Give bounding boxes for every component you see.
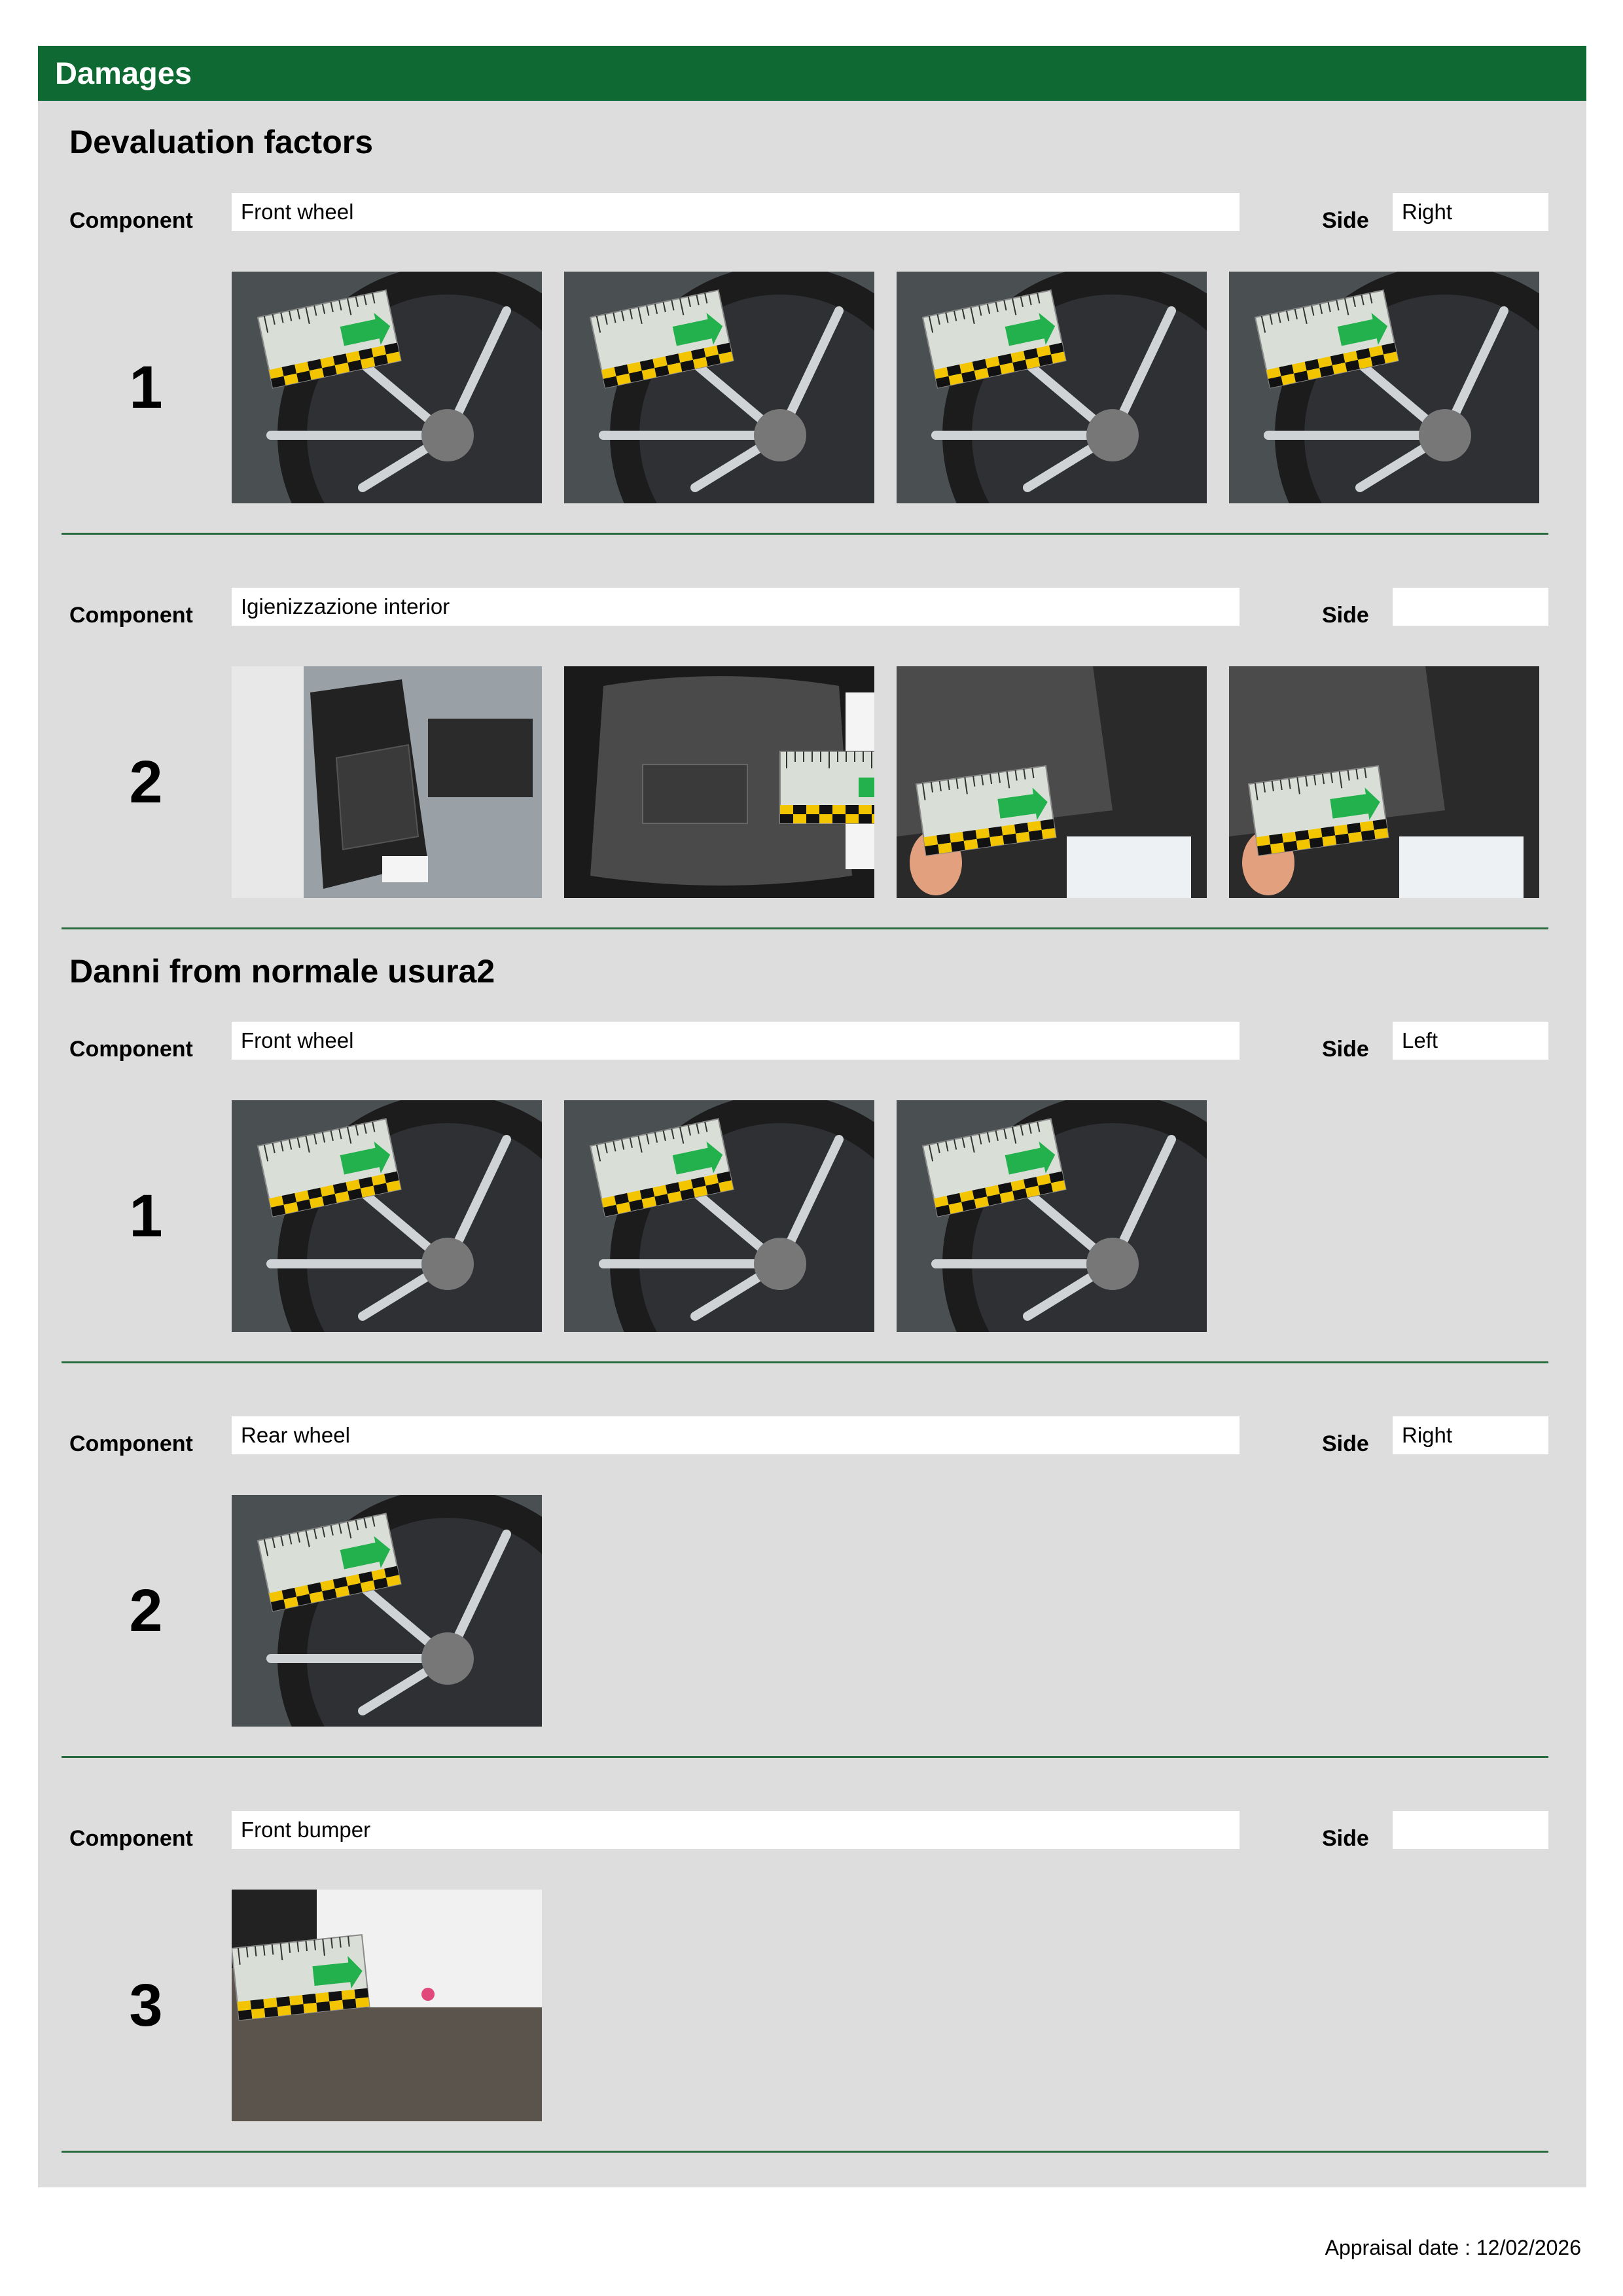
damage-photo[interactable] bbox=[232, 1890, 542, 2121]
damage-photo[interactable] bbox=[1229, 272, 1539, 503]
damage-photo[interactable] bbox=[232, 272, 542, 503]
damages-panel bbox=[38, 46, 1586, 2187]
component-label: Component bbox=[69, 1826, 193, 1851]
entry-divider bbox=[62, 1756, 1548, 1758]
side-field: Right bbox=[1393, 193, 1548, 231]
damages-header: Damages bbox=[38, 46, 1586, 101]
component-label: Component bbox=[69, 1037, 193, 1062]
damage-photo[interactable] bbox=[564, 1100, 874, 1332]
entry-divider bbox=[62, 533, 1548, 535]
component-field: Front wheel bbox=[232, 193, 1240, 231]
damage-number: 2 bbox=[129, 1577, 163, 1644]
damage-photo[interactable] bbox=[232, 666, 542, 898]
damage-number: 1 bbox=[129, 1183, 163, 1249]
side-field bbox=[1393, 588, 1548, 626]
damage-photo[interactable] bbox=[232, 1100, 542, 1332]
side-field: Left bbox=[1393, 1022, 1548, 1060]
damage-photo[interactable] bbox=[564, 666, 874, 898]
component-label: Component bbox=[69, 1431, 193, 1456]
appraisal-date: Appraisal date : 12/02/2026 bbox=[1325, 2236, 1581, 2259]
section-title: Devaluation factors bbox=[69, 124, 374, 160]
side-label: Side bbox=[1322, 1431, 1369, 1456]
damage-photo[interactable] bbox=[897, 666, 1207, 898]
damage-number: 1 bbox=[129, 354, 163, 421]
entry-divider bbox=[62, 927, 1548, 929]
damage-number: 2 bbox=[129, 749, 163, 816]
entry-divider bbox=[62, 1361, 1548, 1363]
damage-photo[interactable] bbox=[897, 272, 1207, 503]
side-label: Side bbox=[1322, 603, 1369, 628]
section-title: Danni from normale usura2 bbox=[69, 953, 495, 990]
entry-divider bbox=[62, 2151, 1548, 2153]
side-field: Right bbox=[1393, 1416, 1548, 1454]
component-field: Rear wheel bbox=[232, 1416, 1240, 1454]
damage-number: 3 bbox=[129, 1972, 163, 2039]
damage-photo[interactable] bbox=[897, 1100, 1207, 1332]
component-label: Component bbox=[69, 603, 193, 628]
component-label: Component bbox=[69, 208, 193, 233]
side-field bbox=[1393, 1811, 1548, 1849]
component-field: Front wheel bbox=[232, 1022, 1240, 1060]
side-label: Side bbox=[1322, 208, 1369, 233]
side-label: Side bbox=[1322, 1826, 1369, 1851]
damage-photo[interactable] bbox=[1229, 666, 1539, 898]
component-field: Igienizzazione interior bbox=[232, 588, 1240, 626]
side-label: Side bbox=[1322, 1037, 1369, 1062]
component-field: Front bumper bbox=[232, 1811, 1240, 1849]
damage-photo[interactable] bbox=[564, 272, 874, 503]
damage-photo[interactable] bbox=[232, 1495, 542, 1727]
